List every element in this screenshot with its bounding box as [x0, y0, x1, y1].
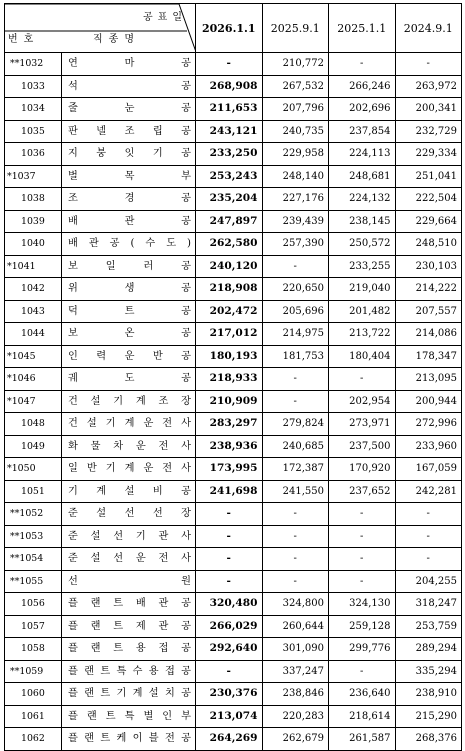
- wage-value-col-4: 318,247: [395, 593, 462, 616]
- row-code: 1044: [5, 323, 62, 346]
- wage-value-col-4: -: [395, 548, 462, 571]
- wage-value-col-3: 201,482: [329, 300, 396, 323]
- wage-value-col-2: 260,644: [262, 615, 329, 638]
- wage-value-col-2: 337,247: [262, 660, 329, 683]
- wage-value-col-2: 229,958: [262, 143, 329, 166]
- wage-value-col-3: 299,776: [329, 638, 396, 661]
- row-code: 1038: [5, 188, 62, 211]
- row-job-name: [62, 480, 196, 503]
- wage-value-col-3: 259,128: [329, 615, 396, 638]
- row-code: 1048: [5, 413, 62, 436]
- row-job-name: [62, 345, 196, 368]
- row-job-name: [62, 503, 196, 526]
- row-code: 1061: [5, 705, 62, 728]
- wage-value-col-1: 233,250: [196, 143, 263, 166]
- wage-value-col-2: 238,846: [262, 683, 329, 706]
- row-job-name: [62, 728, 196, 751]
- row-job-name: [62, 233, 196, 256]
- wage-value-col-2: 240,735: [262, 120, 329, 143]
- table-row: [5, 525, 462, 548]
- row-code: **1052: [5, 503, 62, 526]
- job-name-text: 궤 도 공: [68, 373, 191, 385]
- wage-value-col-2: -: [262, 255, 329, 278]
- job-name-text: 건 설 기 계 운 전 사: [68, 418, 191, 430]
- wage-value-col-3: 237,652: [329, 480, 396, 503]
- wage-value-col-2: -: [262, 570, 329, 593]
- wage-value-col-3: 237,500: [329, 435, 396, 458]
- job-name-text: 플 랜 트 제 관 공: [68, 620, 191, 632]
- table-row: [5, 165, 462, 188]
- wage-value-col-1: 180,193: [196, 345, 263, 368]
- wage-value-col-3: 180,404: [329, 345, 396, 368]
- wage-value-col-3: -: [329, 548, 396, 571]
- wage-value-col-1: 218,933: [196, 368, 263, 391]
- wage-value-col-4: 213,095: [395, 368, 462, 391]
- wage-value-col-4: 289,294: [395, 638, 462, 661]
- wage-value-col-4: 268,376: [395, 728, 462, 751]
- row-job-name: [62, 120, 196, 143]
- wage-value-col-4: 167,059: [395, 458, 462, 481]
- wage-value-col-1: -: [196, 503, 263, 526]
- wage-value-col-3: -: [329, 660, 396, 683]
- wage-value-col-2: -: [262, 525, 329, 548]
- row-job-name: [62, 638, 196, 661]
- row-job-name: [62, 255, 196, 278]
- job-name-text: 보 일 러 공: [68, 260, 191, 272]
- job-name-text: 줄 눈 공: [68, 103, 191, 115]
- wage-value-col-4: 200,341: [395, 98, 462, 121]
- wage-value-col-2: 279,824: [262, 413, 329, 436]
- header-row: [5, 4, 462, 53]
- job-name-text: 건 설 기 계 조 장: [68, 395, 191, 407]
- row-code: *1041: [5, 255, 62, 278]
- wage-value-col-3: -: [329, 525, 396, 548]
- wage-value-col-3: 324,130: [329, 593, 396, 616]
- row-code: *1047: [5, 390, 62, 413]
- wage-value-col-2: 207,796: [262, 98, 329, 121]
- job-name-text: 준 설 선 기 관 사: [68, 530, 191, 542]
- row-job-name: [62, 368, 196, 391]
- job-name-text: 플 랜 트 특 별 인 부: [68, 710, 191, 722]
- job-name-text: 화 물 차 운 전 사: [68, 440, 191, 452]
- table-row: [5, 345, 462, 368]
- wage-value-col-4: -: [395, 503, 462, 526]
- row-job-name: [62, 458, 196, 481]
- job-name-text: 플 랜 트 배 관 공: [68, 598, 191, 610]
- row-code: 1043: [5, 300, 62, 323]
- wage-value-col-4: 230,103: [395, 255, 462, 278]
- wage-value-col-3: 170,920: [329, 458, 396, 481]
- row-code: **1054: [5, 548, 62, 571]
- row-job-name: [62, 615, 196, 638]
- published-date-label: 공표일: [143, 12, 187, 23]
- row-job-name: [62, 593, 196, 616]
- row-job-name: [62, 323, 196, 346]
- table-row: [5, 458, 462, 481]
- row-job-name: [62, 413, 196, 436]
- wage-value-col-1: 241,698: [196, 480, 263, 503]
- wage-value-col-1: -: [196, 525, 263, 548]
- wage-value-col-1: 253,243: [196, 165, 263, 188]
- row-code: 1056: [5, 593, 62, 616]
- table-row: [5, 503, 462, 526]
- wage-value-col-4: -: [395, 53, 462, 76]
- wage-value-col-4: 335,294: [395, 660, 462, 683]
- wage-value-col-4: 207,557: [395, 300, 462, 323]
- table-row: [5, 323, 462, 346]
- wage-table: [4, 3, 462, 751]
- wage-value-col-2: 172,387: [262, 458, 329, 481]
- table-row: [5, 638, 462, 661]
- table-row: [5, 75, 462, 98]
- row-code: 1051: [5, 480, 62, 503]
- wage-value-col-3: 248,681: [329, 165, 396, 188]
- wage-value-col-1: 213,074: [196, 705, 263, 728]
- job-name-text: 지 붕 잇 기 공: [68, 148, 191, 160]
- wage-value-col-2: 220,283: [262, 705, 329, 728]
- wage-value-col-3: 266,246: [329, 75, 396, 98]
- wage-value-col-3: 236,640: [329, 683, 396, 706]
- wage-value-col-1: 202,472: [196, 300, 263, 323]
- job-name-text: 일 반 기 계 운 전 사: [68, 463, 191, 475]
- wage-value-col-2: -: [262, 390, 329, 413]
- job-name-text: 배 관 공 ( 수 도 ): [68, 238, 191, 250]
- row-code: *1045: [5, 345, 62, 368]
- wage-value-col-1: 238,936: [196, 435, 263, 458]
- row-job-name: [62, 75, 196, 98]
- row-code: 1042: [5, 278, 62, 301]
- wage-value-col-2: 214,975: [262, 323, 329, 346]
- row-code: *1037: [5, 165, 62, 188]
- wage-value-col-1: 235,204: [196, 188, 263, 211]
- wage-value-col-4: 263,972: [395, 75, 462, 98]
- table-row: [5, 593, 462, 616]
- wage-value-col-2: 301,090: [262, 638, 329, 661]
- wage-value-col-3: 237,854: [329, 120, 396, 143]
- job-name-text: 조 경 공: [68, 193, 191, 205]
- row-job-name: [62, 570, 196, 593]
- wage-value-col-4: 233,960: [395, 435, 462, 458]
- wage-value-col-3: 273,971: [329, 413, 396, 436]
- job-name-text: 플 랜 트 특 수 용 접 공: [68, 665, 191, 677]
- row-job-name: [62, 683, 196, 706]
- wage-value-col-1: -: [196, 570, 263, 593]
- date-header-2025-9-1: 2025.9.1: [262, 4, 329, 53]
- row-code: 1036: [5, 143, 62, 166]
- wage-value-col-3: -: [329, 53, 396, 76]
- table-row: [5, 705, 462, 728]
- wage-value-col-3: 224,132: [329, 188, 396, 211]
- table-row: [5, 278, 462, 301]
- wage-value-col-2: 262,679: [262, 728, 329, 751]
- table-row: [5, 143, 462, 166]
- wage-value-col-3: 233,255: [329, 255, 396, 278]
- wage-value-col-2: -: [262, 503, 329, 526]
- job-name-text: 플 랜 트 케 이 블 전 공: [68, 733, 191, 745]
- wage-value-col-1: 247,897: [196, 210, 263, 233]
- wage-value-col-1: 218,908: [196, 278, 263, 301]
- wage-value-col-2: 267,532: [262, 75, 329, 98]
- row-job-name: [62, 188, 196, 211]
- table-row: [5, 188, 462, 211]
- wage-value-col-4: 178,347: [395, 345, 462, 368]
- table-row: [5, 233, 462, 256]
- table-row: [5, 683, 462, 706]
- row-code: 1057: [5, 615, 62, 638]
- job-name-text: 준 설 선 선 장: [68, 508, 191, 520]
- table-row: [5, 210, 462, 233]
- wage-value-col-1: 210,909: [196, 390, 263, 413]
- wage-value-col-1: 243,121: [196, 120, 263, 143]
- wage-value-col-3: 218,614: [329, 705, 396, 728]
- wage-value-col-4: 242,281: [395, 480, 462, 503]
- table-row: [5, 120, 462, 143]
- wage-value-col-4: 229,664: [395, 210, 462, 233]
- row-code: *1050: [5, 458, 62, 481]
- wage-value-col-3: 250,572: [329, 233, 396, 256]
- number-label: 번호: [8, 34, 40, 45]
- wage-value-col-2: 257,390: [262, 233, 329, 256]
- wage-value-col-1: -: [196, 660, 263, 683]
- wage-value-col-3: 238,145: [329, 210, 396, 233]
- date-header-2026-1-1: 2026.1.1: [196, 4, 263, 53]
- wage-value-col-2: -: [262, 368, 329, 391]
- wage-value-col-2: 248,140: [262, 165, 329, 188]
- row-job-name: [62, 165, 196, 188]
- wage-value-col-3: -: [329, 503, 396, 526]
- row-job-name: [62, 300, 196, 323]
- table-row: [5, 480, 462, 503]
- wage-value-col-1: 173,995: [196, 458, 263, 481]
- wage-value-col-1: 240,120: [196, 255, 263, 278]
- table-row: [5, 390, 462, 413]
- wage-value-col-1: 230,376: [196, 683, 263, 706]
- wage-value-col-3: 219,040: [329, 278, 396, 301]
- date-header-2025-1-1: 2025.1.1: [329, 4, 396, 53]
- row-job-name: [62, 548, 196, 571]
- wage-value-col-2: 181,753: [262, 345, 329, 368]
- job-name-text: 선 원: [68, 575, 191, 587]
- table-row: [5, 570, 462, 593]
- table-row: [5, 98, 462, 121]
- wage-value-col-1: -: [196, 548, 263, 571]
- job-name-text: 배 관 공: [68, 215, 191, 227]
- row-job-name: [62, 705, 196, 728]
- row-job-name: [62, 435, 196, 458]
- wage-value-col-3: 213,722: [329, 323, 396, 346]
- row-job-name: [62, 98, 196, 121]
- job-name-text: 보 온 공: [68, 328, 191, 340]
- wage-value-col-2: -: [262, 548, 329, 571]
- row-code: 1060: [5, 683, 62, 706]
- wage-value-col-3: 261,587: [329, 728, 396, 751]
- row-job-name: [62, 525, 196, 548]
- wage-value-col-4: 215,290: [395, 705, 462, 728]
- wage-value-col-2: 227,176: [262, 188, 329, 211]
- row-code: **1053: [5, 525, 62, 548]
- table-row: [5, 53, 462, 76]
- wage-value-col-2: 240,685: [262, 435, 329, 458]
- job-name-text: 덕 트 공: [68, 305, 191, 317]
- table-row: [5, 255, 462, 278]
- wage-value-col-3: 224,113: [329, 143, 396, 166]
- table-row: [5, 615, 462, 638]
- wage-value-col-1: 262,580: [196, 233, 263, 256]
- wage-value-col-4: 272,996: [395, 413, 462, 436]
- row-job-name: [62, 143, 196, 166]
- row-job-name: [62, 390, 196, 413]
- wage-value-col-4: 229,334: [395, 143, 462, 166]
- wage-value-col-3: -: [329, 368, 396, 391]
- wage-value-col-4: 251,041: [395, 165, 462, 188]
- wage-value-col-4: 214,086: [395, 323, 462, 346]
- row-job-name: [62, 210, 196, 233]
- wage-value-col-1: 211,653: [196, 98, 263, 121]
- wage-value-col-4: 248,510: [395, 233, 462, 256]
- wage-value-col-2: 324,800: [262, 593, 329, 616]
- table-row: [5, 728, 462, 751]
- row-job-name: [62, 278, 196, 301]
- table-row: [5, 413, 462, 436]
- wage-value-col-4: 214,222: [395, 278, 462, 301]
- job-name-text: 플 랜 트 기 계 설 치 공: [68, 688, 191, 700]
- row-code: 1058: [5, 638, 62, 661]
- wage-value-col-1: 292,640: [196, 638, 263, 661]
- wage-value-col-1: 264,269: [196, 728, 263, 751]
- wage-value-col-2: 205,696: [262, 300, 329, 323]
- wage-value-col-1: 217,012: [196, 323, 263, 346]
- row-code: 1033: [5, 75, 62, 98]
- table-row: [5, 660, 462, 683]
- wage-value-col-4: 200,944: [395, 390, 462, 413]
- wage-table-container: [4, 3, 462, 751]
- row-code: **1059: [5, 660, 62, 683]
- date-header-2024-9-1: 2024.9.1: [395, 4, 462, 53]
- job-name-text: 인 력 운 반 공: [68, 350, 191, 362]
- job-name-text: 플 랜 트 용 접 공: [68, 643, 191, 655]
- row-job-name: [62, 53, 196, 76]
- wage-value-col-1: 320,480: [196, 593, 263, 616]
- row-code: **1032: [5, 53, 62, 76]
- wage-value-col-4: 238,910: [395, 683, 462, 706]
- job-name-text: 판 넬 조 립 공: [68, 125, 191, 137]
- row-code: 1040: [5, 233, 62, 256]
- job-name-text: 연 마 공: [68, 58, 191, 70]
- table-row: [5, 548, 462, 571]
- wage-value-col-4: -: [395, 525, 462, 548]
- wage-value-col-2: 220,650: [262, 278, 329, 301]
- row-job-name: [62, 660, 196, 683]
- table-row: [5, 300, 462, 323]
- row-code: **1055: [5, 570, 62, 593]
- job-name-text: 석 공: [68, 80, 191, 92]
- job-name-label: 직종명: [93, 34, 140, 45]
- wage-value-col-4: 204,255: [395, 570, 462, 593]
- wage-value-col-2: 239,439: [262, 210, 329, 233]
- wage-value-col-1: 283,297: [196, 413, 263, 436]
- wage-value-col-3: -: [329, 570, 396, 593]
- table-row: [5, 368, 462, 391]
- job-name-text: 기 계 설 비 공: [68, 485, 191, 497]
- job-name-text: 벌 목 부: [68, 170, 191, 182]
- wage-value-col-1: 266,029: [196, 615, 263, 638]
- wage-value-col-3: 202,954: [329, 390, 396, 413]
- wage-value-col-4: 253,759: [395, 615, 462, 638]
- job-name-text: 위 생 공: [68, 283, 191, 295]
- wage-value-col-4: 232,729: [395, 120, 462, 143]
- row-code: 1034: [5, 98, 62, 121]
- wage-value-col-4: 222,504: [395, 188, 462, 211]
- wage-value-col-1: -: [196, 53, 263, 76]
- row-code: 1062: [5, 728, 62, 751]
- wage-value-col-2: 210,772: [262, 53, 329, 76]
- row-code: *1046: [5, 368, 62, 391]
- wage-value-col-1: 268,908: [196, 75, 263, 98]
- wage-value-col-2: 241,550: [262, 480, 329, 503]
- header-corner-cell: [5, 4, 196, 53]
- table-row: [5, 435, 462, 458]
- row-code: 1049: [5, 435, 62, 458]
- job-name-text: 준 설 선 운 전 사: [68, 553, 191, 565]
- wage-value-col-3: 202,696: [329, 98, 396, 121]
- row-code: 1035: [5, 120, 62, 143]
- row-code: 1039: [5, 210, 62, 233]
- table-body: [5, 53, 462, 751]
